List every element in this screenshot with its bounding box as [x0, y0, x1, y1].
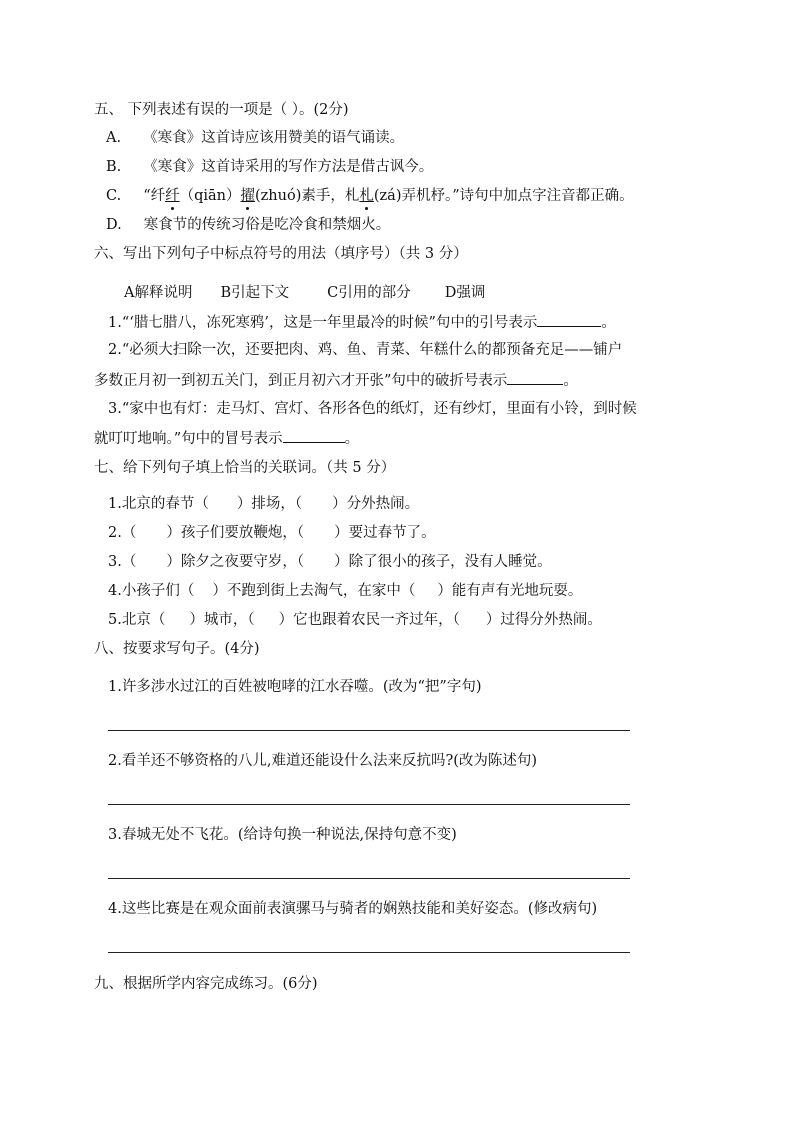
answer-line-4[interactable] — [108, 952, 630, 953]
answer-blank[interactable] — [283, 428, 345, 443]
q5-option-d — [106, 215, 390, 235]
q7-item-4 — [108, 581, 582, 601]
item-text: ）它也跟着农民一齐过年，（ — [278, 612, 460, 628]
q9-title: 九、根据所学内容完成练习。(6分) — [94, 976, 318, 992]
option-label: A. — [106, 130, 122, 146]
q8-title: 八、按要求写句子。(4分) — [94, 641, 260, 657]
q7-item-3 — [108, 552, 552, 572]
item-text: ）不跑到街上去淘气，在家中（ — [212, 583, 416, 599]
q7-item-5 — [108, 610, 602, 630]
item-text: ）孩子们要放鞭炮，（ — [166, 525, 305, 541]
option-text-part: (zá)弄机杼。”诗句中加点字注音都正确。 — [373, 188, 634, 204]
item-text: ）要过春节了。 — [334, 525, 436, 541]
item-text: ）城市，（ — [189, 612, 255, 628]
item-end: 。 — [601, 315, 616, 331]
item-text: 2.（ — [108, 525, 137, 541]
q5-option-a — [106, 128, 404, 148]
item-text: 1.北京的春节（ — [108, 496, 209, 512]
item-text: 就叮叮地响。”句中的冒号表示 — [94, 431, 283, 447]
item-text: 4.小孩子们（ — [108, 583, 195, 599]
choice-a: A解释说明 — [124, 285, 193, 301]
item-end: 。 — [344, 431, 360, 447]
q6-title: 六、写出下列句子中标点符号的用法（填序号）（共 3 分） — [94, 246, 468, 262]
option-label: D. — [106, 217, 122, 233]
item-text: 1.“‘腊七腊八，冻死寒鸦’，这是一年里最冷的时候”句中的引号表示 — [108, 315, 538, 331]
q8-item-2: 2.看羊还不够资格的八儿,难道还能设什么法来反抗吗?(改为陈述句) — [108, 753, 538, 769]
answer-blank[interactable] — [537, 312, 601, 327]
option-text: 寒食节的传统习俗是吃冷食和禁烟火。 — [143, 217, 391, 233]
item-text: ）能有声有光地玩耍。 — [437, 583, 583, 599]
answer-line-3[interactable] — [108, 878, 630, 879]
q7-item-1 — [108, 494, 419, 514]
q6-item-3-line2 — [94, 428, 359, 449]
answer-line-1[interactable] — [108, 730, 630, 731]
answer-line-2[interactable] — [108, 804, 630, 805]
q8-item-1: 1.许多涉水过江的百姓被咆哮的江水吞噬。(改为“把”字句) — [108, 679, 482, 695]
option-text: 《寒食》这首诗应该用赞美的语气诵读。 — [143, 130, 405, 146]
item-text: 3.（ — [108, 554, 137, 570]
q8-item-3: 3.春城无处不飞花。(给诗句换一种说法,保持句意不变) — [108, 827, 457, 843]
option-text: 《寒食》这首诗采用的写作方法是借古讽今。 — [143, 159, 434, 175]
option-text-part: (zhuó)素手，札 — [255, 188, 360, 204]
item-text: 5.北京（ — [108, 612, 166, 628]
item-text: ）除了很小的孩子，没有人睡觉。 — [334, 554, 552, 570]
item-text: ）排场，（ — [236, 496, 303, 512]
q7-title: 七、给下列句子填上恰当的关联词。（共 5 分） — [94, 460, 396, 476]
option-label: B. — [106, 159, 122, 175]
q6-item-3-line1: 3.“家中也有灯：走马灯、宫灯、各形各色的纸灯，还有纱灯，里面有小铃，到时候 — [108, 401, 637, 417]
option-text-part: （qiān） — [179, 188, 241, 204]
choice-c: C引用的部分 — [327, 285, 411, 301]
dotted-char: 札 — [359, 188, 374, 204]
q5-title: 五、 下列表述有误的一项是（ ）。(2分) — [94, 102, 349, 118]
q6-item-2-line1: 2.“必须大扫除一次，还要把肉、鸡、鱼、青菜、年糕什么的都预备充足——铺户 — [108, 342, 623, 358]
option-text-part: “纤 — [143, 188, 166, 204]
q6-choices — [124, 283, 485, 303]
item-end: 。 — [563, 373, 578, 389]
q7-item-2 — [108, 523, 436, 543]
dotted-char: 擢 — [240, 188, 256, 204]
dotted-char: 纤 — [165, 188, 180, 204]
q5-option-c — [106, 186, 634, 206]
option-label: C. — [106, 188, 122, 204]
item-text: ）分外热闹。 — [332, 496, 420, 512]
answer-blank[interactable] — [507, 370, 563, 385]
q6-item-1 — [108, 312, 616, 333]
q6-item-2-line2 — [94, 370, 578, 391]
item-text: ）除夕之夜要守岁，（ — [166, 554, 305, 570]
item-text: ）过得分外热闹。 — [485, 612, 602, 628]
q5-option-b — [106, 157, 433, 177]
choice-d: D强调 — [444, 285, 486, 301]
q8-item-4: 4.这些比赛是在观众面前表演骡马与骑者的娴熟技能和美好姿态。(修改病句) — [108, 901, 598, 917]
item-text: 多数正月初一到初五关门，到正月初六才开张”句中的破折号表示 — [94, 373, 508, 389]
choice-b: B引起下文 — [220, 285, 290, 301]
